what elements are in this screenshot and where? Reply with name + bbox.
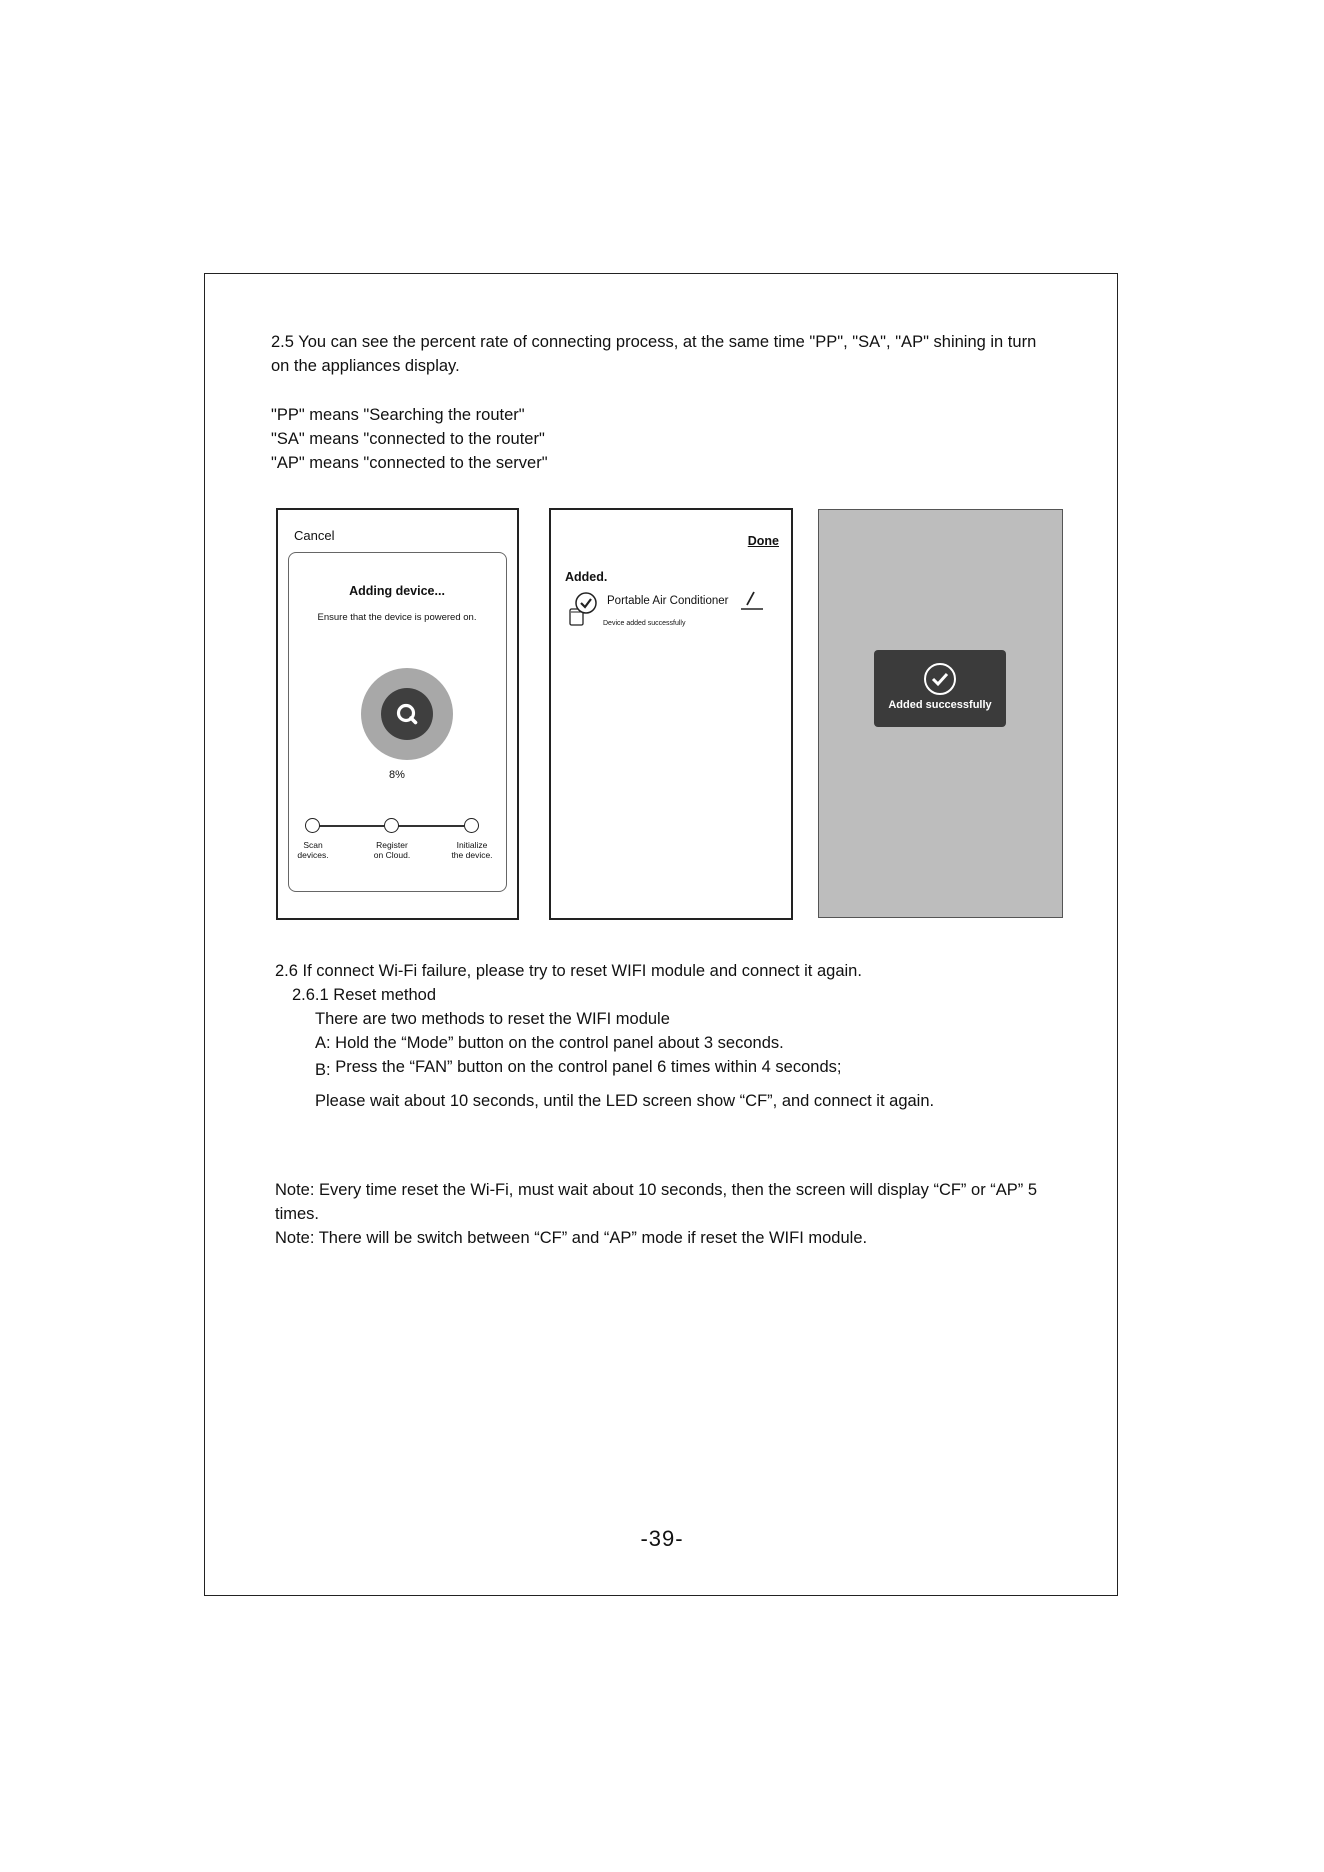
cancel-button[interactable]: Cancel xyxy=(294,528,335,543)
device-status: Device added successfully xyxy=(603,620,686,627)
note-2: Note: There will be switch between “CF” and “AP” mode if reset the WIFI module. xyxy=(275,1229,868,1247)
step-indicator-scan xyxy=(305,818,320,833)
added-successfully-screen xyxy=(818,509,1063,918)
note-1-line2: times. xyxy=(275,1205,320,1223)
section-2-6-line1: 2.6 If connect Wi-Fi failure, please try to reset WIFI module and connect it again. xyxy=(275,962,862,980)
page-number: -39- xyxy=(640,1526,684,1551)
step-label-initialize: Initialize the device. xyxy=(451,840,493,860)
device-added-screen xyxy=(549,508,793,920)
step-indicator-initialize xyxy=(464,818,479,833)
device-icon xyxy=(568,592,602,628)
done-button[interactable]: Done xyxy=(747,534,779,548)
step-indicator-register xyxy=(384,818,399,833)
section-2-5-line1: 2.5 You can see the percent rate of connecting process, at the same time "PP", "SA", "AP" shining in turn xyxy=(271,333,1037,351)
note-1-line1: Note: Every time reset the Wi-Fi, must wait about 10 seconds, then the screen will display “CF” or “AP” 5 xyxy=(275,1181,1038,1199)
added-successfully-toast xyxy=(874,650,1006,727)
reset-methods-intro: There are two methods to reset the WIFI module xyxy=(315,1010,670,1028)
adding-device-card xyxy=(288,552,507,892)
reset-method-b-prefix: B: xyxy=(315,1061,331,1079)
search-icon xyxy=(381,688,433,740)
reset-method-a: A: Hold the “Mode” button on the control panel about 3 seconds. xyxy=(315,1034,784,1052)
section-2-6-1-heading: 2.6.1 Reset method xyxy=(292,986,437,1004)
reset-wait-instruction: Please wait about 10 seconds, until the LED screen show “CF”, and connect it again. xyxy=(315,1092,935,1110)
search-progress-ring xyxy=(361,668,453,760)
check-circle-icon xyxy=(923,662,957,696)
device-name: Portable Air Conditioner xyxy=(607,595,729,607)
edit-pencil-icon[interactable] xyxy=(739,586,765,612)
sa-meaning: "SA" means "connected to the router" xyxy=(271,430,545,448)
ap-meaning: "AP" means "connected to the server" xyxy=(271,454,548,472)
adding-device-screen xyxy=(276,508,519,920)
reset-method-b-text: Press the “FAN” button on the control panel 6 times within 4 seconds; xyxy=(335,1058,842,1076)
toast-message: Added successfully xyxy=(888,699,992,711)
section-2-5-line2: on the appliances display. xyxy=(271,357,460,375)
adding-device-title: Adding device... xyxy=(349,584,445,598)
added-heading: Added. xyxy=(565,570,608,584)
step-connector-1 xyxy=(318,825,384,827)
step-connector-2 xyxy=(397,825,464,827)
step-label-scan: Scan devices. xyxy=(297,840,329,860)
pp-meaning: "PP" means "Searching the router" xyxy=(271,406,525,424)
reset-method-b xyxy=(315,1055,841,1079)
step-label-register: Register on Cloud. xyxy=(373,840,411,860)
progress-percent: 8% xyxy=(389,769,405,781)
adding-device-subtitle: Ensure that the device is powered on. xyxy=(317,612,477,623)
